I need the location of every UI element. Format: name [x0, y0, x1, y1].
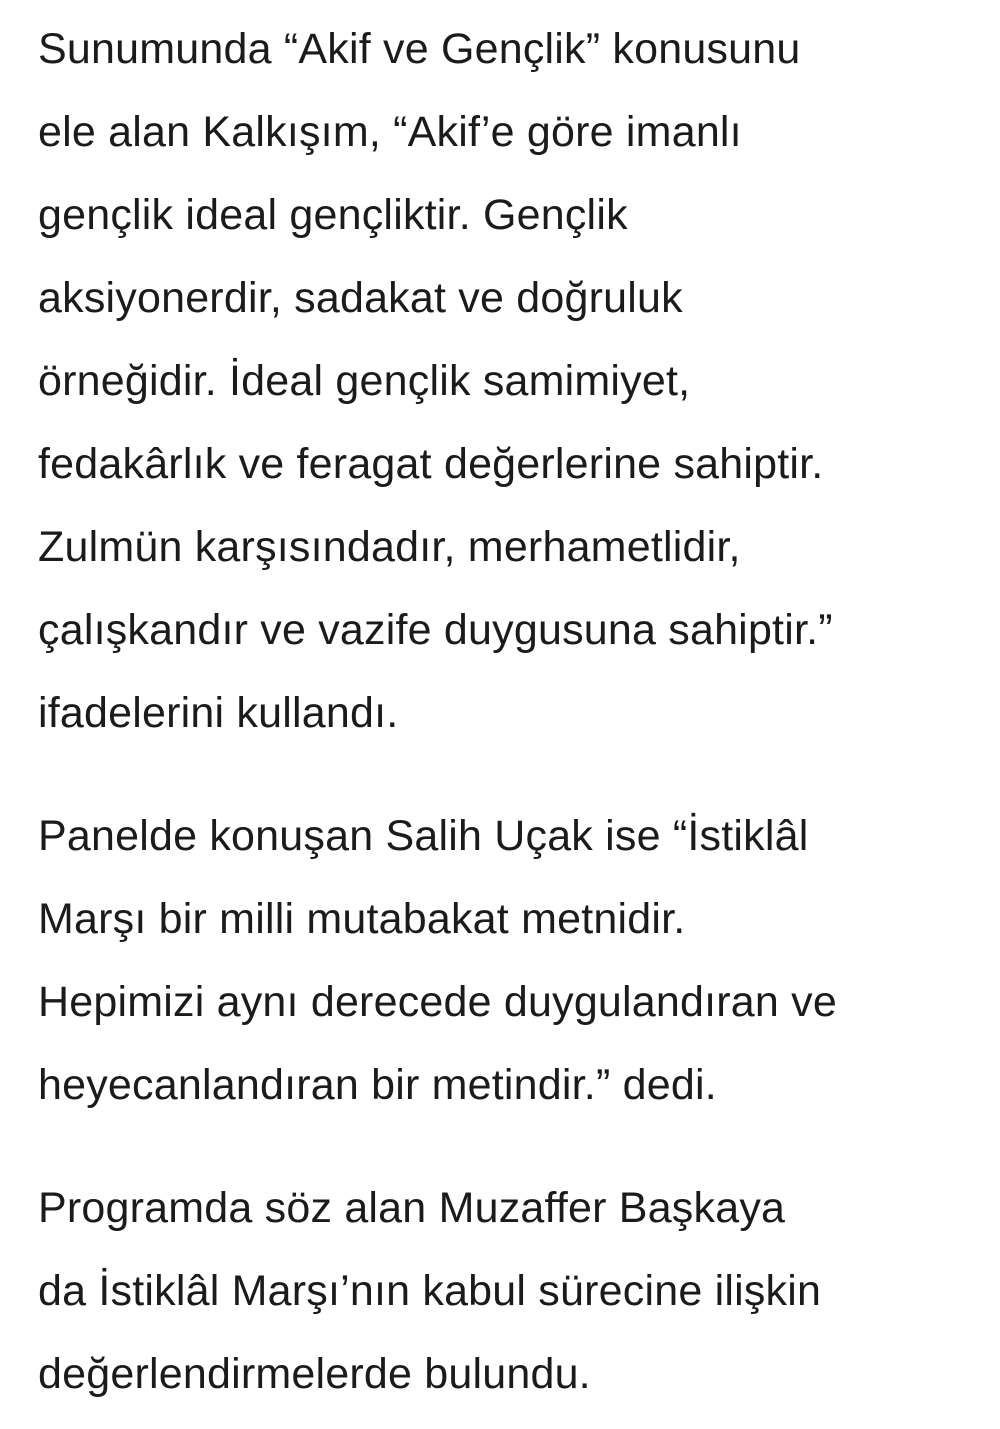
text-line: Zulmün karşısındadır, merhametlidir, [38, 523, 741, 571]
text-line: ele alan Kalkışım, “Akif’e göre imanlı [38, 108, 742, 156]
text-line: gençlik ideal gençliktir. Gençlik [38, 191, 628, 239]
text-line: Programda söz alan Muzaffer Başkaya [38, 1184, 786, 1232]
text-line: örneğidir. İdeal gençlik samimiyet, [38, 357, 691, 405]
paragraph-2 [38, 795, 970, 1127]
text-line: Panelde konuşan Salih Uçak ise “İstiklâl [38, 812, 809, 860]
text-line: Marşı bir milli mutabakat metnidir. [38, 895, 686, 943]
text-line: çalışkandır ve vazife duygusuna sahiptir.” [38, 606, 833, 654]
text-line: fedakârlık ve feragat değerlerine sahiptir. [38, 440, 824, 488]
text-line: ifadelerini kullandı. [38, 689, 399, 737]
text-line: Hepimizi aynı derecede duygulandıran ve [38, 978, 837, 1026]
paragraph-1 [38, 8, 970, 755]
paragraph-3 [38, 1167, 970, 1416]
text-line: Sunumunda “Akif ve Gençlik” konusunu [38, 25, 801, 73]
text-line: aksiyonerdir, sadakat ve doğruluk [38, 274, 683, 322]
text-line: da İstiklâl Marşı’nın kabul sürecine ilişkin [38, 1267, 822, 1315]
text-line: değerlendirmelerde bulundu. [38, 1350, 591, 1398]
text-line: heyecanlandıran bir metindir.” dedi. [38, 1061, 717, 1109]
